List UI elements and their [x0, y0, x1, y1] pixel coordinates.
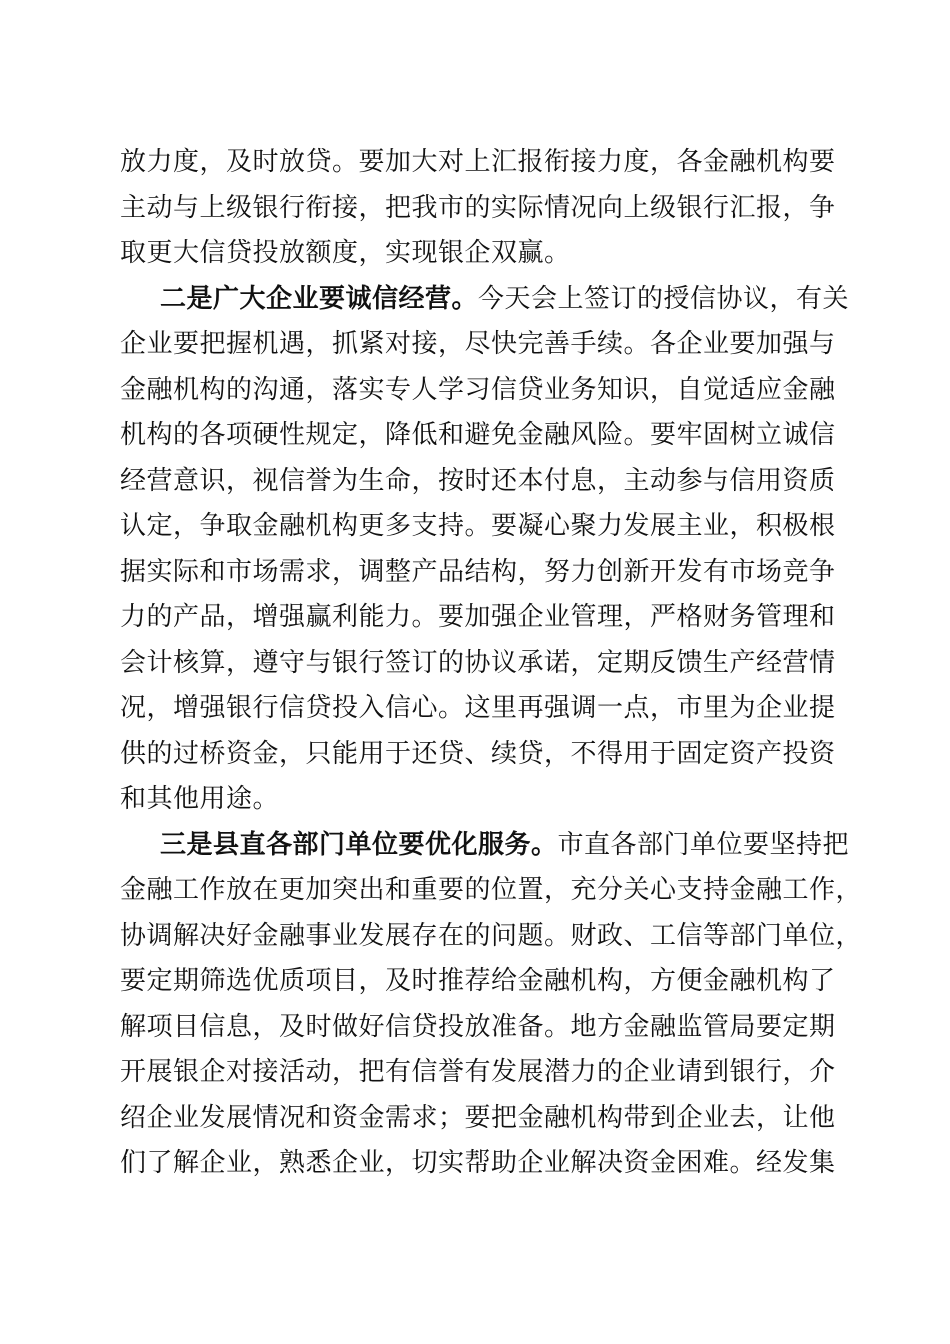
- text-line: 主动与上级银行衔接，把我市的实际情况向上级银行汇报，争: [120, 192, 836, 223]
- text-line: [120, 823, 850, 869]
- document-body: [120, 140, 863, 1187]
- text-line: 供的过桥资金，只能用于还贷、续贷，不得用于固定资产投资: [120, 738, 836, 769]
- text-line: 们了解企业，熟悉企业，切实帮助企业解决资金困难。经发集: [120, 1148, 836, 1178]
- paragraph: [120, 823, 863, 1187]
- paragraph: [120, 140, 836, 277]
- text-line: 企业要把握机遇，抓紧对接，尽快完善手续。各企业要加强与: [120, 329, 836, 359]
- text-line: 力的产品，增强赢利能力。要加强企业管理，严格财务管理和: [120, 602, 836, 632]
- text-line: 经营意识，视信誉为生命，按时还本付息，主动参与信用资质: [120, 465, 836, 496]
- text-run: 今天会上签订的授信协议，有关: [478, 283, 850, 314]
- text-run: 市直各部门单位要坚持把: [557, 829, 850, 860]
- text-line: 金融工作放在更加突出和重要的位置，充分关心支持金融工作，: [120, 875, 863, 905]
- paragraph-heading: 三是县直各部门单位要优化服务。: [160, 829, 558, 860]
- text-line: 和其他用途。: [120, 784, 280, 814]
- text-line: 协调解决好金融事业发展存在的问题。财政、工信等部门单位，: [120, 920, 863, 951]
- text-line: 要定期筛选优质项目，及时推荐给金融机构，方便金融机构了: [120, 966, 836, 996]
- text-line: [120, 277, 850, 323]
- text-line: 开展银企对接活动，把有信誉有发展潜力的企业请到银行，介: [120, 1057, 836, 1087]
- text-line: 据实际和市场需求，调整产品结构，努力创新开发有市场竞争: [120, 556, 836, 587]
- text-line: 解项目信息，及时做好信贷投放准备。地方金融监管局要定期: [120, 1011, 836, 1042]
- text-line: 会计核算，遵守与银行签订的协议承诺，定期反馈生产经营情: [120, 647, 836, 678]
- text-line: 机构的各项硬性规定，降低和避免金融风险。要牢固树立诚信: [120, 420, 836, 450]
- text-line: 放力度，及时放贷。要加大对上汇报衔接力度，各金融机构要: [120, 147, 836, 177]
- text-line: 金融机构的沟通，落实专人学习信贷业务知识，自觉适应金融: [120, 374, 836, 405]
- paragraph-heading: 二是广大企业要诚信经营。: [160, 283, 479, 314]
- text-line: 绍企业发展情况和资金需求；要把金融机构带到企业去，让他: [120, 1102, 836, 1133]
- text-line: 况，增强银行信贷投入信心。这里再强调一点，市里为企业提: [120, 693, 836, 723]
- text-line: 认定，争取金融机构更多支持。要凝心聚力发展主业，积极根: [120, 511, 836, 541]
- paragraph: [120, 277, 850, 823]
- text-line: 取更大信贷投放额度，实现银企双赢。: [120, 238, 571, 268]
